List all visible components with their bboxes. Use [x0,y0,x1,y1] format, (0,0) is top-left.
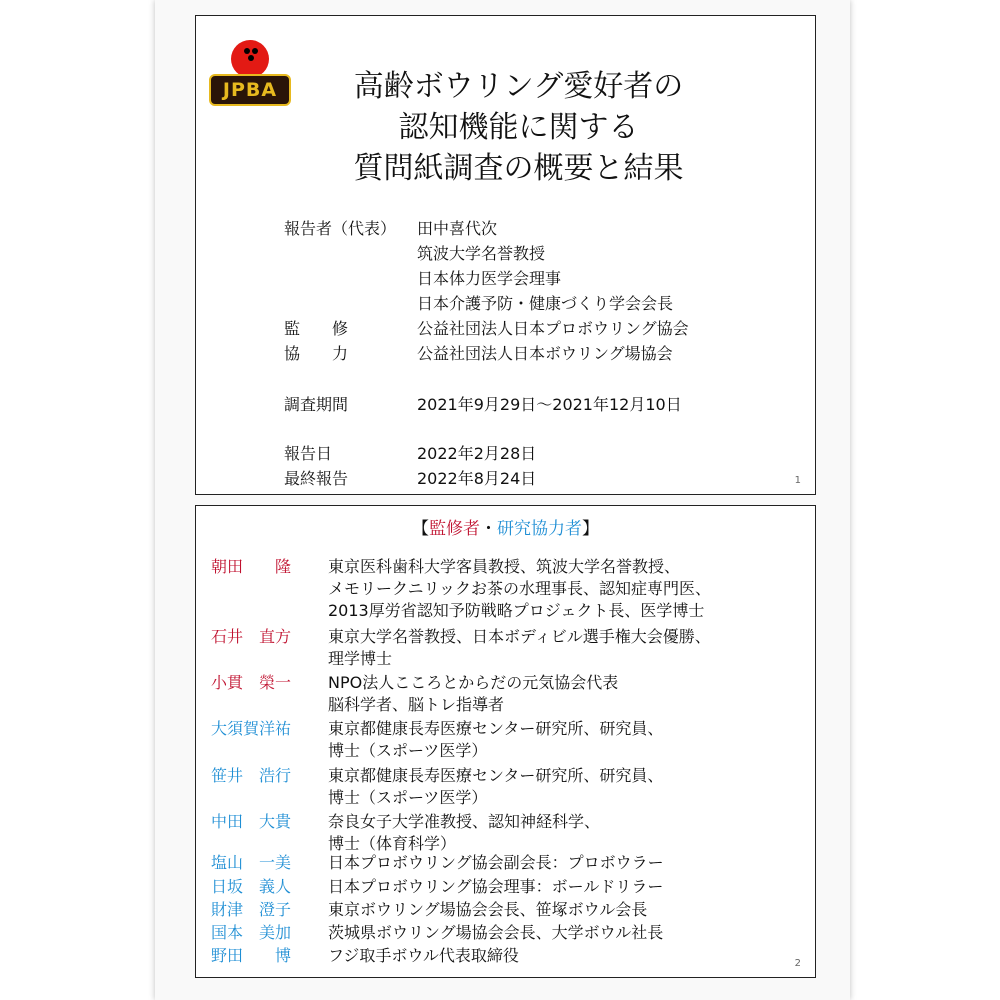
person-name: 野田 博 [211,946,292,965]
title-line-3: 質問紙調査の概要と結果 [353,151,684,186]
person-role-line: フジ取手ボウル代表取締役 [328,946,519,965]
page-number: 1 [794,475,801,486]
person-role-line: 東京都健康長寿医療センター研究所、研究員、 [328,766,664,785]
supervision-value: 公益社団法人日本プロボウリング協会 [417,319,689,338]
period-label: 調査期間 [284,395,349,414]
reporter-title-2: 日本体力医学会理事 [417,269,562,288]
person-role-line: 奈良女子大学准教授、認知神経科学、 [328,812,601,831]
credits-heading [196,514,815,539]
cooperation-label: 協 力 [284,344,349,363]
report-date-label: 報告日 [284,444,333,463]
person-role-line: 博士（スポーツ医学） [328,788,488,807]
person-role-line: 東京都健康長寿医療センター研究所、研究員、 [328,719,664,738]
person-role-line: 茨城県ボウリング場協会会長、大学ボウル社長 [328,923,664,942]
reporter-title-3: 日本介護予防・健康づくり学会会長 [417,294,674,313]
page-number: 2 [794,958,801,969]
supervision-label: 監 修 [284,319,349,338]
person-role-line: 東京医科歯科大学客員教授、筑波大学名誉教授、 [328,557,681,576]
person-name: 中田 大貴 [211,812,292,831]
reporter-name: 田中喜代次 [417,219,498,238]
final-report-value: 2022年8月24日 [417,469,537,488]
person-role-line: 理学博士 [328,649,393,668]
heading-separator: ・ [480,519,497,539]
person-role-line: 日本プロボウリング協会副会長：プロボウラー [328,853,664,872]
logo-text: JPBA [209,74,291,106]
title-line-2: 認知機能に関する [398,110,639,145]
reporter-label: 報告者（代表） [284,219,397,238]
report-title [291,66,746,189]
person-name: 塩山 一美 [211,853,292,872]
person-role-line: NPO法人こころとからだの元気協会代表 [328,673,619,692]
period-value: 2021年9月29日～2021年12月10日 [417,395,682,414]
person-role-line: 脳科学者、脳トレ指導者 [328,695,505,714]
person-role-line: 日本プロボウリング協会理事：ボールドリラー [328,877,664,896]
heading-collaborators: 研究協力者 [497,519,582,539]
person-name: 日坂 義人 [211,877,292,896]
person-name: 国本 美加 [211,923,292,942]
person-name: 財津 澄子 [211,900,292,919]
person-name: 石井 直方 [211,627,292,646]
person-role-line: 東京ボウリング場協会会長、笹塚ボウル会長 [328,900,648,919]
jpba-logo [209,40,287,106]
person-name: 笹井 浩行 [211,766,292,785]
heading-bracket-close: 】 [582,519,599,539]
cooperation-value: 公益社団法人日本ボウリング場協会 [417,344,673,363]
final-report-label: 最終報告 [284,469,349,488]
person-role-line: 東京大学名誉教授、日本ボディビル選手権大会優勝、 [328,627,711,646]
heading-bracket-open: 【 [412,519,429,539]
person-role-line: メモリークニリックお茶の水理事長、認知症専門医、 [328,579,712,598]
person-name: 朝田 隆 [211,557,292,576]
title-line-1: 高齢ボウリング愛好者の [353,69,684,104]
person-name: 小貫 榮一 [211,673,292,692]
slide-1 [195,15,816,495]
person-role-line: 博士（スポーツ医学） [328,741,488,760]
reporter-title-1: 筑波大学名誉教授 [417,244,546,263]
bowling-ball-icon [231,40,269,78]
person-name: 大須賀洋祐 [211,719,292,738]
heading-supervisors: 監修者 [429,519,480,539]
person-role-line: 博士（体育科学） [328,834,457,853]
slide-2 [195,505,816,978]
report-date-value: 2022年2月28日 [417,444,537,463]
person-role-line: 2013厚労省認知予防戦略プロジェクト長、医学博士 [328,601,705,620]
